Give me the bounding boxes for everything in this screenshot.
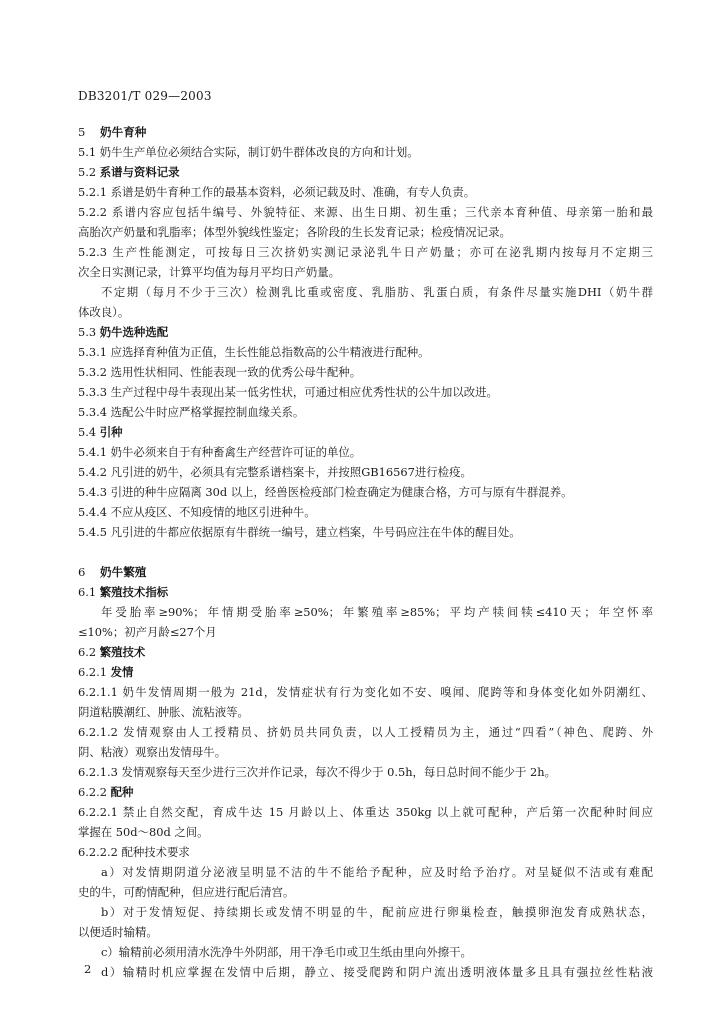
clause-6-1-line-1: 年受胎率≥90%；年情期受胎率≥50%；年繁殖率≥85%；平均产犊间犊≤410天；年空怀率 [101,605,653,619]
clause-title: 奶牛选种选配 [99,325,169,339]
clause-5-2-heading [78,162,653,182]
clause-6-2-heading [78,642,653,662]
clause-number: 6.1 [78,585,97,599]
clause-5-2-3-line-4: 体改良）。 [78,305,130,319]
clause-6-2-1-1-line-1: 6.2.1.1 奶牛发情周期一般为 21d，发情症状有行为变化如不安、嗅闻、爬跨等和身体变化如外阴潮红、 [78,685,653,699]
section-number: 5 [78,125,86,139]
section-6-heading [78,562,653,582]
clause-5-3-4: 5.3.4 选配公牛时应严格掌握控制血缘关系。 [78,405,305,419]
standard-code-header: DB3201/T 029—2003 [78,89,212,103]
clause-6-2-2-1-line-1: 6.2.2.1 禁止自然交配，育成牛达 15 月龄以上、体重达 350kg 以上就可配种，产后第一次配种时间应 [78,805,653,819]
clause-5-2-2-line-1: 5.2.2 系谱内容应包括牛编号、外貌特征、来源、出生日期、初生重；三代亲本育种值、母亲第一胎和最 [78,205,653,219]
clause-6-1-line-2: ≤10%；初产月龄≤27个月 [78,625,217,639]
page-number: 2 [84,962,92,976]
document-body [78,122,653,982]
item-c-line-1: c）输精前必须用清水洗净牛外阴部，用干净毛巾或卫生纸由里向外擦干。 [101,945,472,959]
clause-5-1: 5.1 奶牛生产单位必须结合实际，制订奶牛群体改良的方向和计划。 [78,145,419,159]
clause-5-2-3-line-1: 5.2.3 生产性能测定，可按每日三次挤奶实测记录泌乳牛日产奶量；亦可在泌乳期内按每月不定期三 [78,245,653,259]
section-title: 奶牛繁殖 [100,565,147,579]
clause-5-3-1: 5.3.1 应选择育种值为正值，生长性能总指数高的公牛精液进行配种。 [78,345,430,359]
clause-5-2-3-line-2: 次全日实测记录，计算平均值为每月平均日产奶量。 [78,265,340,279]
clause-5-4-1: 5.4.1 奶牛必须来自于有种畜禽生产经营许可证的单位。 [78,445,362,459]
clause-5-4-2: 5.4.2 凡引进的奶牛，必须具有完整系谱档案卡，并按照GB16567进行检疫。 [78,465,472,479]
clause-5-4-3: 5.4.3 引进的种牛应隔离 30d 以上，经兽医检疫部门检查确定为健康合格，方可与原有牛群混养。 [78,485,573,499]
item-a-line-2: 史的牛，可酌情配种，但应进行配后清宫。 [78,885,295,899]
clause-5-4-5: 5.4.5 凡引进的牛都应依据原有牛群统一编号，建立档案，牛号码应注在牛体的醒目处。 [78,525,521,539]
clause-5-2-1: 5.2.1 系谱是奶牛育种工作的最基本资料，必须记载及时、准确，有专人负责。 [78,185,476,199]
clause-6-2-2-2: 6.2.2.2 配种技术要求 [78,845,190,859]
clause-5-4-4: 5.4.4 不应从疫区、不知疫情的地区引进种牛。 [78,505,316,519]
clause-title: 配种 [110,785,134,799]
clause-number: 5.2 [78,165,97,179]
clause-6-2-1-1-line-2: 阴道粘膜潮红、肿胀、流粘液等。 [78,705,249,719]
item-b-line-2: 以便适时输精。 [78,925,158,939]
clause-5-3-heading [78,322,653,342]
section-spacer [78,542,653,562]
clause-5-2-2-line-2: 高胎次产奶量和乳脂率；体型外貌线性鉴定；各阶段的生长发育记录；检疫情况记录。 [78,225,511,239]
clause-title: 系谱与资料记录 [99,165,180,179]
clause-6-2-2-heading [78,782,653,802]
section-5-heading [78,122,653,142]
clause-6-2-1-2-line-1: 6.2.1.2 发情观察由人工授精员、挤奶员共同负责，以人工授精员为主，通过“四看”（神色、爬跨、外 [78,725,653,739]
clause-number: 6.2 [78,645,97,659]
section-title: 奶牛育种 [100,125,147,139]
clause-5-3-2: 5.3.2 选用性状相同、性能表现一致的优秀公母牛配种。 [78,365,362,379]
clause-5-4-heading [78,422,653,442]
clause-number: 6.2.1 [78,665,107,679]
clause-6-2-1-3: 6.2.1.3 发情观察每天至少进行三次并作记录，每次不得少于 0.5h，每日总时间不能少于 2h。 [78,765,557,779]
clause-title: 发情 [110,665,134,679]
clause-title: 繁殖技术指标 [99,585,169,599]
clause-6-2-2-1-line-2: 掌握在 50d～80d 之间。 [78,825,209,839]
clause-5-2-3-line-3: 不定期（每月不少于三次）检测乳比重或密度、乳脂肪、乳蛋白质，有条件尽量实施DHI（奶牛群 [101,285,653,299]
clause-number: 6.2.2 [78,785,107,799]
clause-title: 繁殖技术 [99,645,146,659]
clause-title: 引种 [99,425,123,439]
clause-6-1-heading [78,582,653,602]
item-b-line-1: b）对于发情短促、持续期长或发情不明显的牛，配前应进行卵巢检查，触摸卵泡发育成熟状态， [101,905,653,919]
clause-5-3-3: 5.3.3 生产过程中母牛表现出某一低劣性状，可通过相应优秀性状的公牛加以改进。 [78,385,498,399]
item-d-line-1: d）输精时机应掌握在发情中后期，静立、接受爬跨和阴户流出透明液体量多且具有强拉丝性粘液 [101,965,653,979]
clause-6-2-1-heading [78,662,653,682]
item-a-line-1: a）对发情期阴道分泌液呈明显不洁的牛不能给予配种，应及时给予治疗。对呈疑似不洁或有难配 [101,865,653,879]
section-number: 6 [78,565,86,579]
clause-number: 5.3 [78,325,97,339]
clause-number: 5.4 [78,425,97,439]
clause-6-2-1-2-line-2: 阴、粘液）观察出发情母牛。 [78,745,227,759]
